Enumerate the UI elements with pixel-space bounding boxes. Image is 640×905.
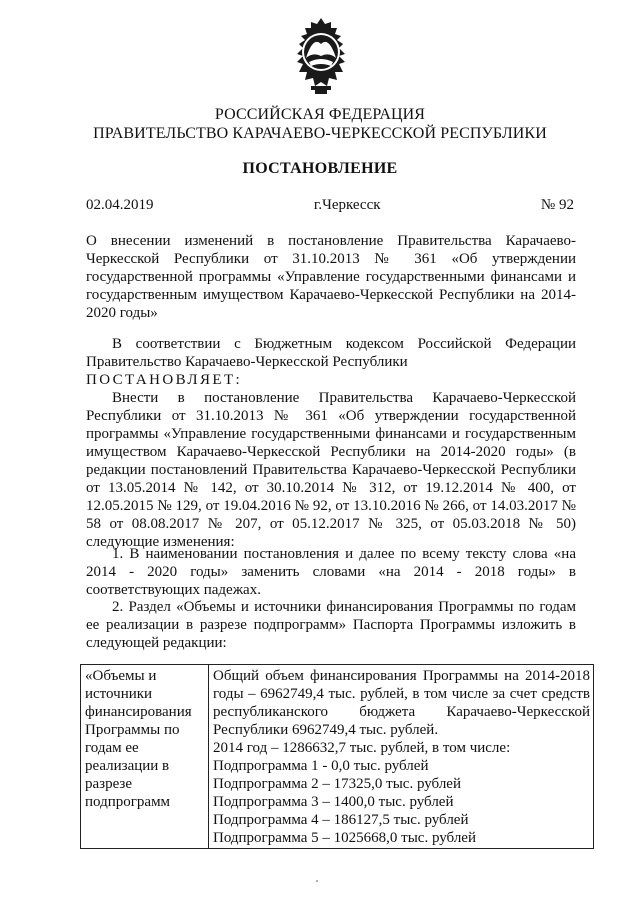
- item-2: 2. Раздел «Объемы и источники финансирования Программы по годам ее реализации в разрезе подпрограмм» Паспорта Программы изложить в следующей редакции:: [86, 599, 576, 651]
- table-right-cell: [209, 665, 594, 849]
- financing-table: [80, 664, 594, 849]
- header-government: ПРАВИТЕЛЬСТВО КАРАЧАЕВО-ЧЕРКЕССКОЙ РЕСПУБЛИКИ: [93, 125, 547, 142]
- financing-line: Подпрограмма 4 – 186127,5 тыс. рублей: [213, 812, 469, 828]
- financing-line: Подпрограмма 1 - 0,0 тыс. рублей: [213, 758, 429, 774]
- item-intro: Внести в постановление Правительства Карачаево-Черкесской Республики от 31.10.2013 № 361 «Об утверждении государственной программы «Управление государственными финансами и государственным имуществом Карачаево-Черкесской Республики на 2014-2020 годы» (в редакции постановлений Правительства Карачаево-Черкесской Республики от 13.05.2014 № 142, от 30.10.2014 № 312, от 19.12.2014 № 400, от 12.05.2015 № 129, от 19.04.2016 № 92, от 13.10.2016 № 266, от 14.03.2017 № 58 от 08.08.2017 № 207, от 05.12.2017 № 325, от 05.03.2018 № 50) следующие изменения:: [86, 390, 576, 550]
- document-type: ПОСТАНОВЛЕНИЕ: [242, 160, 398, 177]
- financing-line: Подпрограмма 5 – 1025668,0 тыс. рублей: [213, 830, 476, 846]
- financing-line: 2014 год – 1286632,7 тыс. рублей, в том числе:: [213, 740, 511, 756]
- financing-line: Подпрограмма 2 – 17325,0 тыс. рублей: [213, 776, 461, 792]
- republic-emblem-icon: [289, 16, 353, 96]
- financing-total: Общий объем финансирования Программы на 2014-2018 годы – 6962749,4 тыс. рублей, в том числе за счет средств республиканского бюджета Карачаево-Черкесской Республики 6962749,4 тыс. рублей.: [213, 668, 590, 738]
- document-number: № 92: [540, 197, 574, 213]
- document-meta-row: [86, 197, 574, 214]
- document-subject: О внесении изменений в постановление Правительства Карачаево-Черкесской Республики от 31.10.2013 № 361 «Об утверждении государственной программы «Управление государственными финансами и государственным имуществом Карачаево-Черкесской Республики на 2014-2020 годы»: [86, 233, 576, 321]
- table-row: [81, 665, 594, 849]
- scan-speck: [316, 880, 318, 882]
- item-1: 1. В наименовании постановления и далее по всему тексту слова «на 2014 - 2020 годы» заменить словами «на 2014 - 2018 годы» в соответствующих падежах.: [86, 546, 576, 598]
- resolves-verb: ПОСТАНОВЛЯЕТ:: [86, 372, 243, 388]
- document-date: 02.04.2019: [86, 197, 154, 213]
- header-country: РОССИЙСКАЯ ФЕДЕРАЦИЯ: [214, 106, 426, 123]
- financing-line: Подпрограмма 3 – 1400,0 тыс. рублей: [213, 794, 454, 810]
- table-left-cell: «Объемы и источники финансирования Программы по годам ее реализации в разрезе подпрограмм: [81, 665, 209, 849]
- preamble: В соответствии с Бюджетным кодексом Российской Федерации Правительство Карачаево-Черкесской Республики: [86, 336, 576, 370]
- document-city: г.Черкесск: [313, 197, 381, 213]
